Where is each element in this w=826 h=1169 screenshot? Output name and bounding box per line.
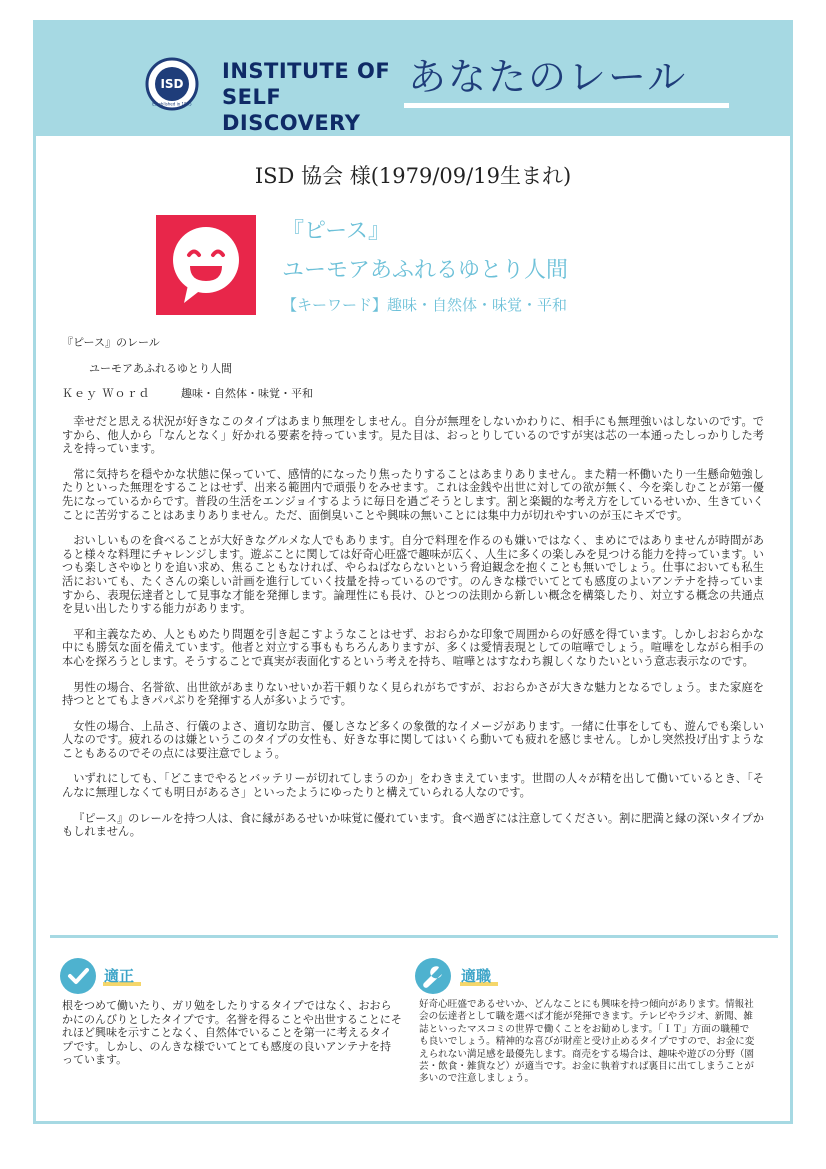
rail-keywords: 【キーワード】趣味・自然体・味覚・平和 bbox=[282, 296, 568, 314]
org-name-line1: INSTITUTE OF bbox=[222, 59, 391, 83]
rail-description: ユーモアあふれるゆとり人間 bbox=[282, 258, 569, 283]
summary-keywords: 趣味・自然体・味覚・平和 bbox=[181, 387, 313, 400]
rail-icon-tile bbox=[156, 215, 256, 315]
wrench-icon bbox=[415, 958, 451, 994]
rail-name: 『ピース』 bbox=[282, 219, 391, 244]
paragraph: 幸せだと思える状況が好きなこのタイプはあまり無理をしません。自分が無理をしないかわりに、相手にも無理強いはしないのです。ですから、他人から「なんとなく」好かれる要素を持っています。見た目は、おっとりしているのですが実は芯の一本通ったしっかりした考えを持っています。 bbox=[62, 415, 764, 456]
checkmark-icon bbox=[60, 958, 96, 994]
aptitude-label: 適正 bbox=[104, 967, 135, 985]
page-title: あなたのレール bbox=[408, 55, 688, 99]
org-name bbox=[222, 58, 392, 136]
paragraph: 平和主義なため、人ともめたり問題を引き起こすようなことはせず、おおらかな印象で周囲からの好感を得ています。しかしおおらかな中にも勝気な面を備えています。他者と対立する事ももちろんありますが、多くは愛情表現としての喧嘩でしょう。喧嘩をしながら相手の本心を探ろうとします。そうすることで真実が表面化するという考えを持ち、喧嘩とはすなわち親しくなりたいという意志表示なのです。 bbox=[62, 627, 764, 668]
person-line: ISD 協会 様(1979/09/19生まれ) bbox=[254, 164, 572, 188]
summary-rail-label: 『ピース』のレール bbox=[62, 336, 160, 349]
occupation-text: 好奇心旺盛であるせいか、どんなことにも興味を持つ傾向があります。情報社会の伝達者として職を選べば才能が発揮できます。テレビやラジオ、新聞、雑誌といったマスコミの世界で働くことをお勧めします。「ＩＴ」方面の職種でも良いでしょう。精神的な喜びが財産と受け止めるタイプですので、お金に変えられない満足感を最優先します。商売をする場合は、趣味や遊びの分野（園芸・飲食・雑貨など）が適当です。お金に執着すれば裏目に出てしまうことが多いので注意しましょう。 bbox=[419, 999, 755, 1085]
section-divider bbox=[50, 935, 778, 938]
logo-ring-text: Established in 1995 bbox=[152, 101, 192, 107]
summary-keyword-label: Ｋｅｙ Ｗｏｒｄ bbox=[62, 387, 151, 400]
logo-center-text: ISD bbox=[160, 77, 184, 91]
description-body bbox=[62, 415, 764, 851]
smiling-speech-bubble-icon bbox=[156, 215, 256, 315]
paragraph: 女性の場合、上品さ、行儀のよさ、適切な助言、優しさなど多くの象徴的なイメージがあります。一緒に仕事をしても、遊んでも楽しい人なのです。疲れるのは嫌というこのタイプの女性も、好きな事に関してはいくら動いても疲れを感じません。しかし突然投げ出すようなこともあるのでその点には要注意でしょう。 bbox=[62, 719, 764, 760]
paragraph: おいしいものを食べることが大好きなグルメな人でもあります。自分で料理を作るのも嫌いではなく、まめにではありませんが時間があると様々な料理にチャレンジします。遊ぶことに関しては好奇心旺盛で趣味が広く、人生に多くの楽しみを見つける能力を持っています。いつも楽しさやゆとりを追い求め、焦ることもなければ、やらねばならないという脅迫観念を抱くことも無いでしょう。仕事においても私生活においても、たくさんの楽しい計画を進行していく技量を持っているのです。のんきな様でいてとても感度のよいアンテナを持っていますから、表現伝達者として見事な才能を発揮します。論理性にも長け、ひとつの法則から新しい概念を構築したり、対立する概念の共通点を見い出したりする能力があります。 bbox=[62, 534, 764, 616]
occupation-badge bbox=[415, 958, 451, 994]
occupation-label: 適職 bbox=[461, 967, 492, 985]
paragraph: 男性の場合、名誉欲、出世欲があまりないせいか若干頼りなく見られがちですが、おおらかさが大きな魅力となるでしょう。また家庭を持つととてもよきパパぶりを発揮する人が多いようです。 bbox=[62, 680, 764, 708]
aptitude-badge bbox=[60, 958, 96, 994]
paragraph: 常に気持ちを穏やかな状態に保っていて、感情的になったり焦ったりすることはあまりありません。また精一杯働いたり一生懸命勉強したりといった無理をすることはせず、出来る範囲内で頑張りをみせます。これは金銭や出世に対しての欲が無く、今を楽しむことが第一優先になっているからです。普段の生活をエンジョイするように毎日を過ごそうとします。割と楽観的な考え方をしているせいか、生きていくことに苦労することはあまりありません。ただ、面倒臭いことや興味の無いことには集中力が切れやすいのが玉にキズです。 bbox=[62, 467, 764, 522]
isd-logo bbox=[140, 57, 204, 111]
aptitude-text: 根をつめて働いたり、ガリ勉をしたりするタイプではなく、おおらかにのんびりとしたタイプです。名誉を得ることや出世することにそれほど興味を示すことなく、自然体でいることを第一に考えるタイプです。しかし、のんきな様でいてとても感度の良いアンテナを持っています。 bbox=[62, 999, 402, 1067]
paragraph: 『ピース』のレールを持つ人は、食に縁があるせいか味覚に優れています。食べ過ぎには注意してください。割に肥満と縁の深いタイプかもしれません。 bbox=[62, 811, 764, 839]
summary-description: ユーモアあふれるゆとり人間 bbox=[89, 362, 232, 375]
paragraph: いずれにしても、「どこまでやるとバッテリーが切れてしまうのか」をわきまえています。世間の人々が精を出して働いているとき、「そんなに無理しなくても明日があるさ」といったようにゆったりと構えていられる人なのです。 bbox=[62, 772, 764, 800]
org-name-line2: SELF DISCOVERY bbox=[222, 85, 361, 135]
title-underline bbox=[404, 103, 729, 108]
